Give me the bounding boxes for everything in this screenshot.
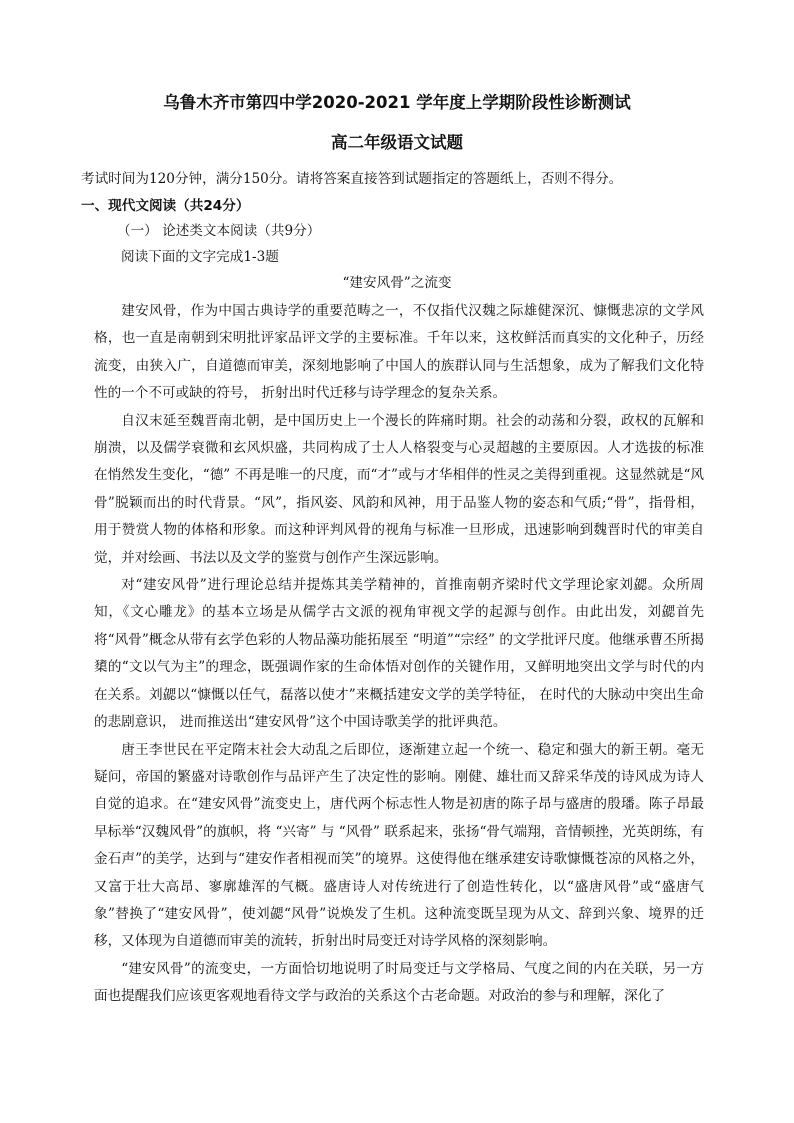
- article-body: [94, 298, 704, 1011]
- exam-subtitle: 高二年级语文试题: [331, 133, 463, 152]
- section-heading: 一、现代文阅读（共24分）: [81, 198, 250, 214]
- exam-instructions: 考试时间为120分钟，满分150分。请将答案直接答到试题指定的答题纸上，否则不得分。: [81, 171, 623, 187]
- article-paragraph: “建安风骨”的流变史，一方面恰切地说明了时局变迁与文学格局、气度之间的内在关联，另一方面也提醒我们应该更客观地看待文学与政治的关系这个古老命题。对政治的参与和理解，深化了: [94, 960, 704, 1005]
- sub-section-heading: （一） 论述类文本阅读（共9分）: [117, 223, 321, 239]
- article-paragraph: 自汉末延至魏晋南北朝，是中国历史上一个漫长的阵痛时期。社会的动荡和分裂，政权的瓦解和崩溃，以及儒学衰微和玄风炽盛，共同构成了士人人格裂变与心灵超越的主要原因。人才选拔的标准在悄然发生变化，“德” 不再是唯一的尺度，而“才”或与才华相伴的性灵之美得到重视。这显然就是“风骨”脱颖而出的时代背景。“风”，指风姿、风韵和风神，用于品鉴人物的姿态和气质;“骨”，指骨相，用于赞赏人物的体格和形象。而这种评判风骨的视角与标准一旦形成，迅速影响到魏晋时代的审美自觉，并对绘画、书法以及文学的鉴赏与创作产生深远影响。: [94, 412, 705, 566]
- article-paragraph: 唐王李世民在平定隋末社会大动乱之后即位，逐渐建立起一个统一、稳定和强大的新王朝。毫无疑问，帝国的繁盛对诗歌创作与品评产生了决定性的影响。刚健、雄壮而又辞采华茂的诗风成为诗人自觉的追求。在“建安风骨”流变史上，唐代两个标志性人物是初唐的陈子昂与盛唐的殷璠。陈子昂最早标举“汉魏风骨”的旗帜，将 “兴寄” 与 “风骨” 联系起来，张扬“骨气端翔，音情顿挫，光英朗练，有金石声”的美学，达到与“建安作者相视而笑”的境界。这使得他在继承建安诗歌慷慨苍凉的风格之外，又富于壮大高昂、寥廓雄浑的气概。盛唐诗人对传统进行了创造性转化，以“盛唐风骨”或“盛唐气象”替换了“建安风骨”，使刘勰“风骨”说焕发了生机。这种流变既呈现为从文、辞到兴象、境界的迁移，又体现为自道德而审美的流转，折射出时局变迁对诗学风格的深刻影响。: [94, 741, 704, 950]
- article-paragraph: 建安风骨，作为中国古典诗学的重要范畴之一，不仅指代汉魏之际雄健深沉、慷慨悲凉的文学风格，也一直是南朝到宋明批评家品评文学的主要标准。千年以来，这枚鲜活而真实的文化种子，历经流变，由狭入广，自道德而审美，深刻地影响了中国人的族群认同与生活想象，成为了解我们文化特性的一个不可或缺的符号， 折射出时代迁移与诗学理念的复杂关系。: [94, 303, 704, 402]
- reading-direction: 阅读下面的文字完成1-3题: [121, 249, 279, 265]
- article-paragraph: 对“建安风骨”进行理论总结并提炼其美学精神的，首推南朝齐梁时代文学理论家刘勰。众所周知，《文心雕龙》的基本立场是从儒学古文派的视角审视文学的起源与创作。由此出发，刘勰首先将“风骨”概念从带有玄学色彩的人物品藻功能拓展至 “明道”“宗经” 的文学批评尺度。他继承曹丕所揭橥的“文以气为主”的理念，既强调作家的生命体悟对创作的关键作用，又鲜明地突出文学与时代的内在关系。刘勰以“慷慨以任气，磊落以使才”来概括建安文学的美学特征， 在时代的大脉动中突出生命的悲剧意识， 进而推送出“建安风骨”这个中国诗歌美学的批评典范。: [94, 577, 704, 731]
- exam-title: 乌鲁木齐市第四中学2020-2021 学年度上学期阶段性诊断测试: [163, 93, 631, 112]
- article-title: “建安风骨”之流变: [342, 275, 452, 291]
